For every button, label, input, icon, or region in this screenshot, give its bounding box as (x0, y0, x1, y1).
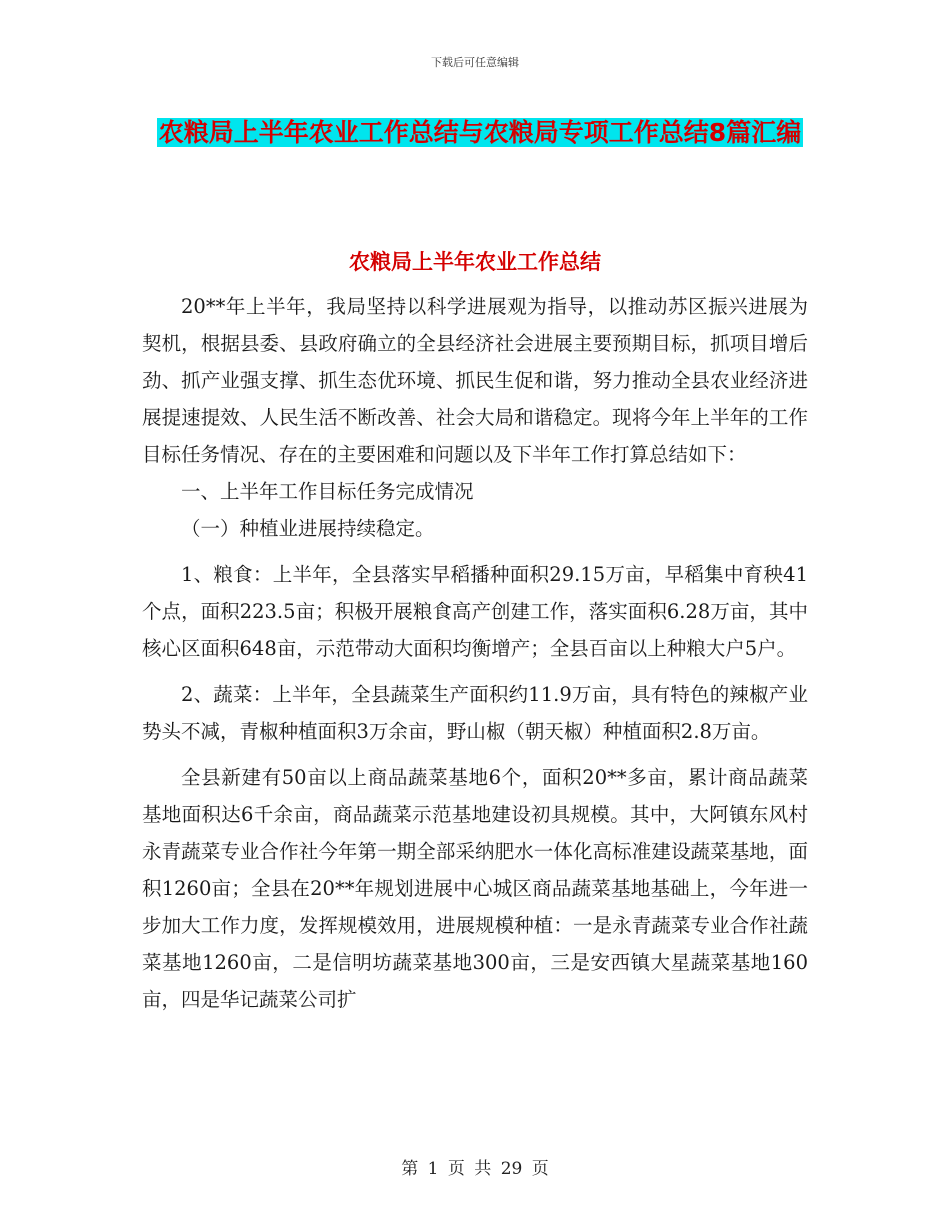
document-title (150, 110, 810, 156)
paragraph-vegetable-bases: 全县新建有50亩以上商品蔬菜基地6个，面积20**多亩，累计商品蔬菜基地面积达6千余亩，商品蔬菜示范基地建设初具规模。其中，大阿镇东风村永青蔬菜专业合作社今年第一期全部采纳肥水一体化高标准建设蔬菜基地，面积1260亩；全县在20**年规划进展中心城区商品蔬菜基地基础上，今年进一步加大工作力度，发挥规模效用，进展规模种植：一是永青蔬菜专业合作社蔬菜基地1260亩，二是信明坊蔬菜基地300亩，三是安西镇大星蔬菜基地160亩，四是华记蔬菜公司扩 (142, 766, 808, 1011)
paragraph-intro: 20**年上半年，我局坚持以科学进展观为指导，以推动苏区振兴进展为契机，根据县委、县政府确立的全县经济社会进展主要预期目标，抓项目增后劲、抓产业强支撑、抓生态优环境、抓民生促和谐，努力推动全县农业经济进展提速提效、人民生活不断改善、社会大局和谐稳定。现将今年上半年的工作目标任务情况、存在的主要困难和问题以及下半年工作打算总结如下： (142, 295, 808, 466)
body-text (142, 288, 808, 1018)
section-title: 农粮局上半年农业工作总结 (349, 250, 601, 274)
paragraph-subheading-1: （一）种植业进展持续稳定。 (181, 517, 435, 540)
paragraph-heading-1: 一、上半年工作目标任务完成情况 (181, 480, 474, 503)
header-note: 下载后可任意编辑 (431, 56, 519, 69)
page-footer: 第 1 页 共 29 页 (401, 1159, 549, 1179)
document-title-text: 农粮局上半年农业工作总结与农粮局专项工作总结8篇汇编 (158, 118, 802, 147)
paragraph-grain: 1、粮食：上半年，全县落实早稻播种面积29.15万亩，早稻集中育秧41个点，面积223.5亩；积极开展粮食高产创建工作，落实面积6.28万亩，其中核心区面积648亩，示范带动大面积均衡增产；全县百亩以上种粮大户5户。 (142, 563, 808, 660)
paragraph-vegetables: 2、蔬菜：上半年，全县蔬菜生产面积约11.9万亩，具有特色的辣椒产业势头不减，青椒种植面积3万余亩，野山椒（朝天椒）种植面积2.8万亩。 (142, 683, 808, 743)
